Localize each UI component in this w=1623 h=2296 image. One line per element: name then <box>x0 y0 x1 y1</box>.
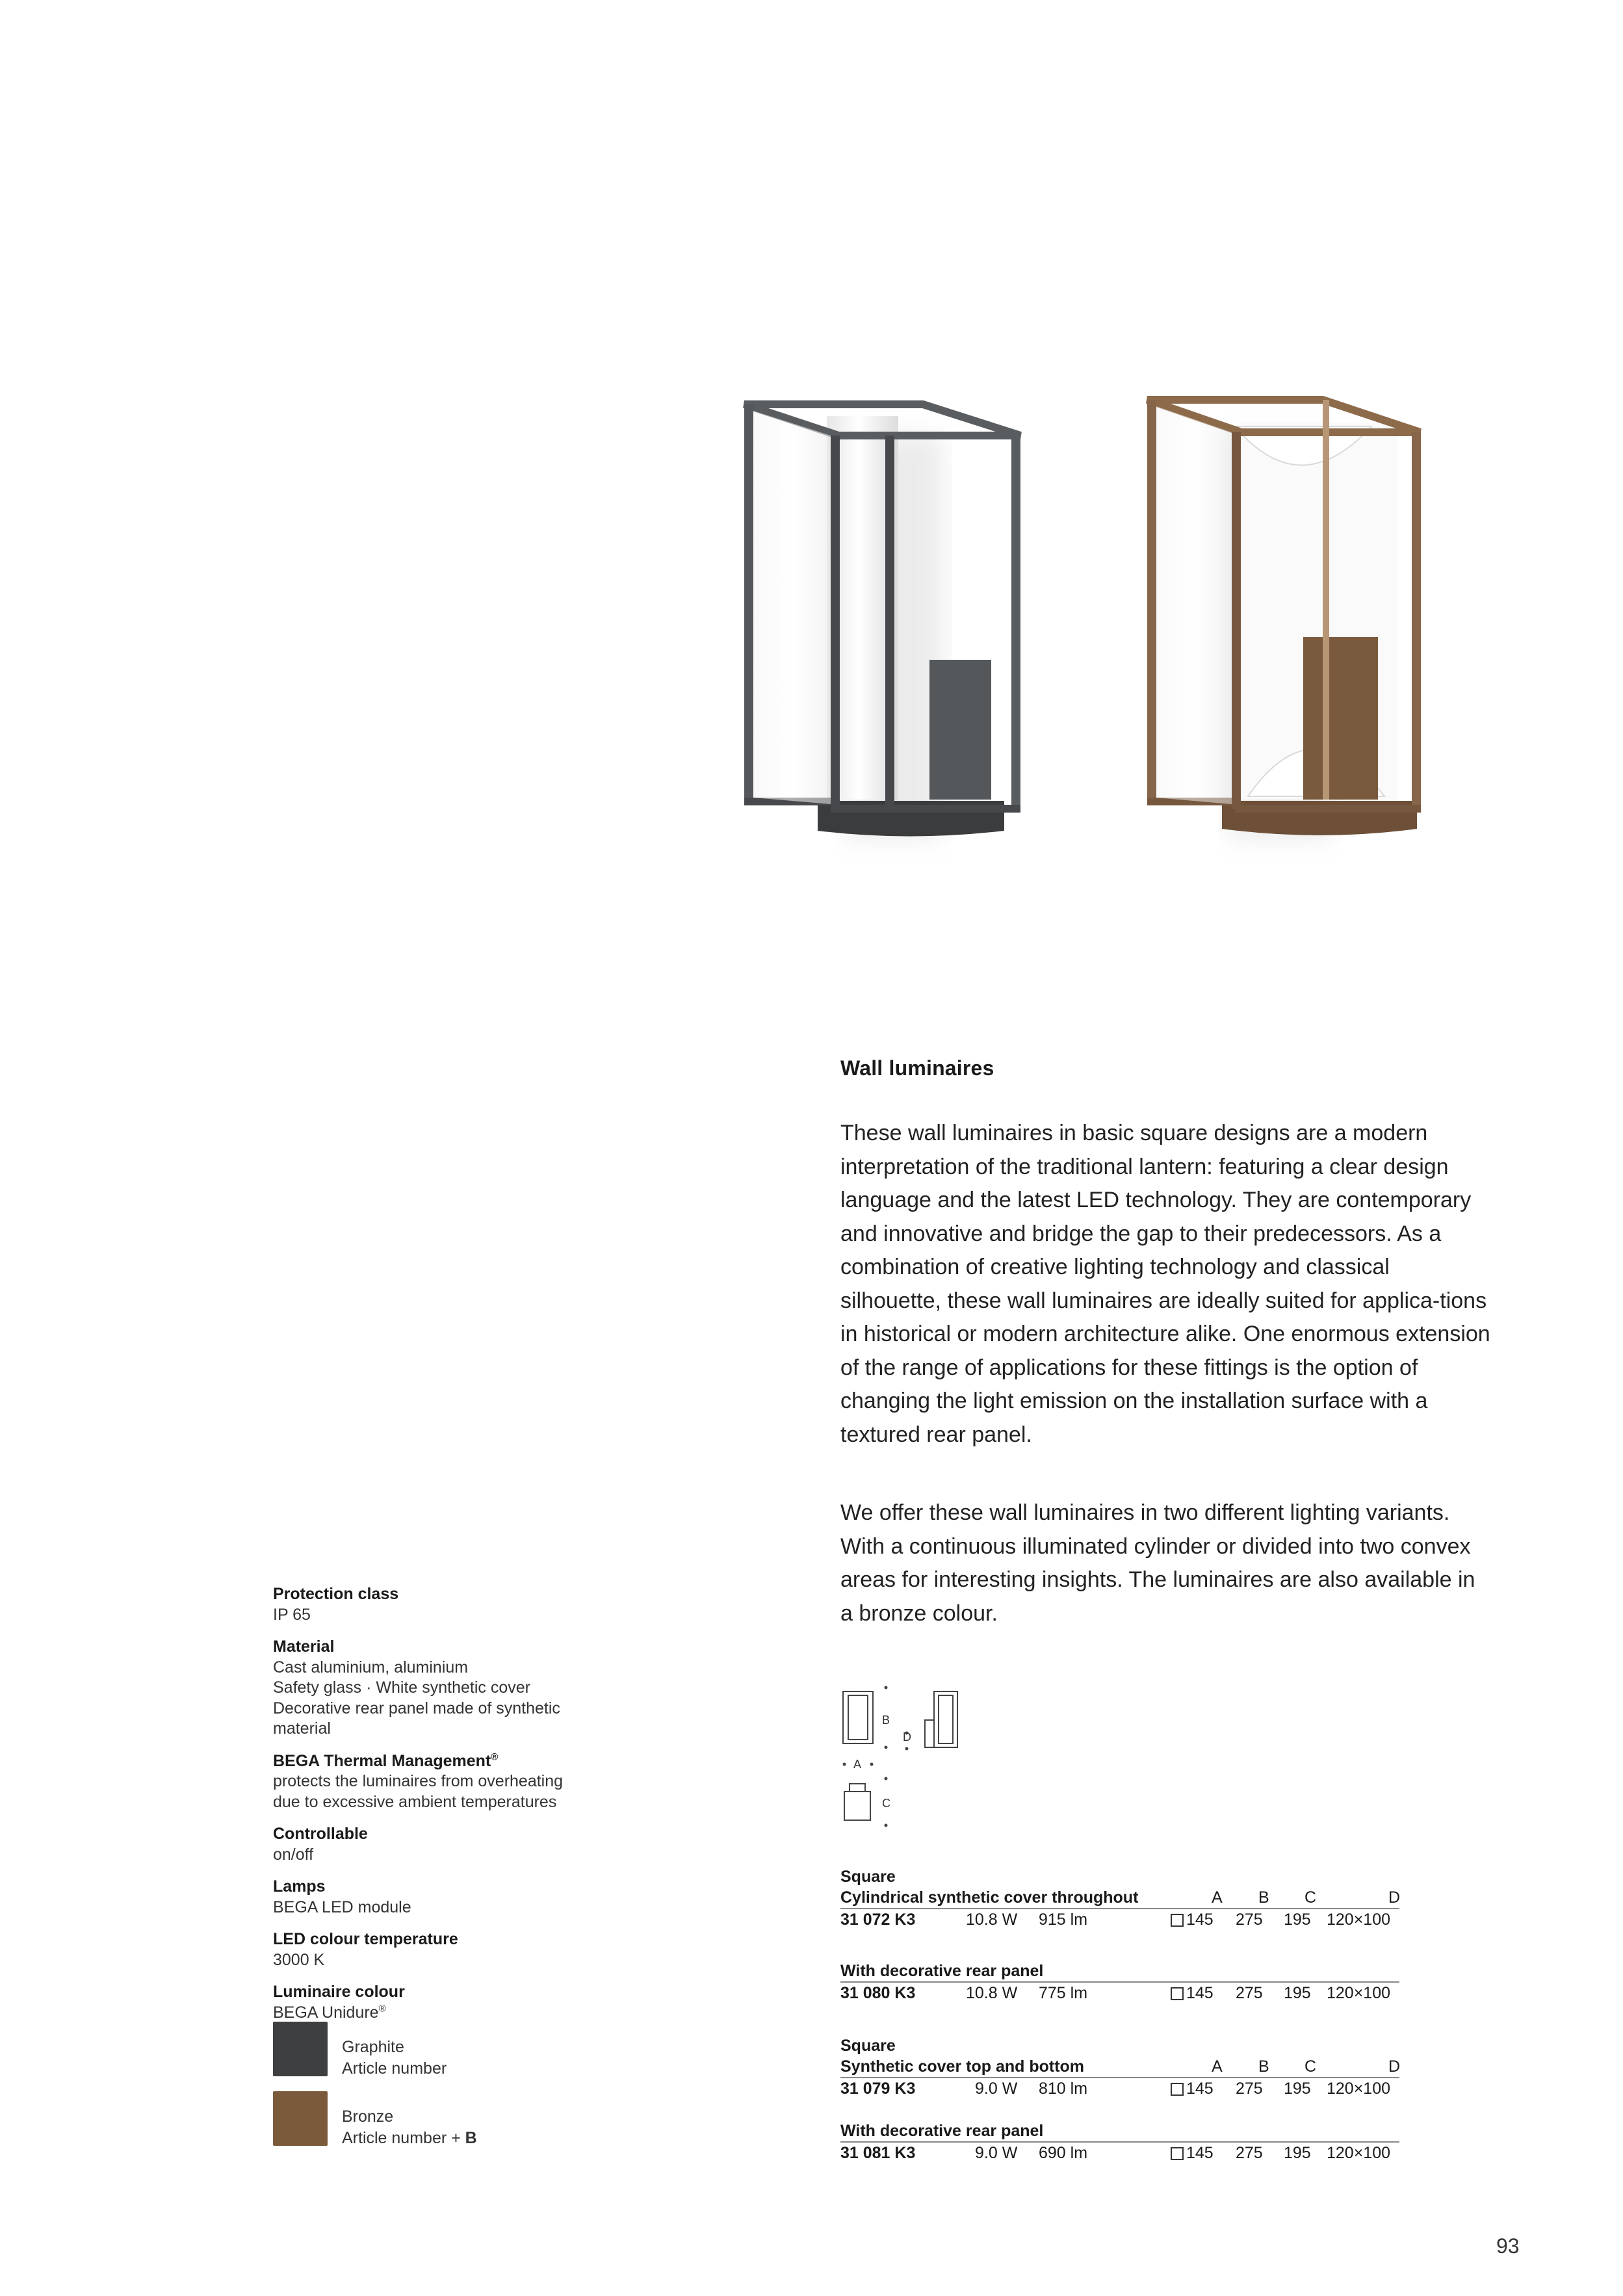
power: 9.0 W <box>975 2080 1018 2098</box>
dimension-label-d: D <box>903 1730 911 1743</box>
bronze-swatch <box>273 2091 328 2146</box>
intro-paragraph: These wall luminaires in basic square designs are a modern interpretation of the traditional lantern: featuring a clear design language and the latest LED technology. They are contemporary and innovative and bridge the gap to their predecessors. As a combination of creative lighting technology and classical silhouette, these wall luminaires are ideally suited for applica-tions in historical or modern architecture alike. One enormous extension of the range of applications for these fittings is the option of changing the light emission on the installation surface with a textured rear panel. <box>840 1121 1490 1447</box>
swatch-name: Graphite <box>342 2038 404 2056</box>
dim-d: 120×100 <box>1327 2144 1391 2162</box>
registered-mark: ® <box>491 1751 499 1763</box>
spec-label: LED colour temperature <box>273 1930 458 1948</box>
spec-label: Controllable <box>273 1825 368 1843</box>
spec-label: Luminaire colour <box>273 1983 405 2001</box>
col-a: A <box>1212 1888 1223 1907</box>
graphite-swatch <box>273 2022 328 2076</box>
square-icon <box>1171 2147 1184 2160</box>
dim-a <box>1171 2143 1214 2163</box>
dim-a <box>1171 2078 1214 2099</box>
article-number: 31 081 K3 <box>840 2144 916 2162</box>
table-header <box>840 2056 1399 2078</box>
dim-b: 275 <box>1236 2080 1263 2098</box>
article-number: 31 079 K3 <box>840 2080 916 2098</box>
table-title: Square <box>840 1868 896 1886</box>
spec-thermal-management <box>273 1751 611 1813</box>
dim-d: 120×100 <box>1327 1911 1391 1929</box>
spec-value: on/off <box>273 1845 314 1864</box>
dim-b: 275 <box>1236 1984 1263 2002</box>
dim-c: 195 <box>1284 2144 1311 2162</box>
dim-a-value: 145 <box>1186 2080 1214 2098</box>
table-subtitle: Cylindrical synthetic cover throughout <box>840 1888 1139 1907</box>
col-b: B <box>1258 1888 1269 1907</box>
square-icon <box>1171 1987 1184 2000</box>
col-d: D <box>1388 1888 1401 1907</box>
table-header <box>840 1961 1399 1983</box>
table-row <box>840 1909 1399 1930</box>
spec-lamps <box>273 1877 611 1918</box>
spec-led-colour-temperature <box>273 1929 611 1970</box>
table-subtitle: With decorative rear panel <box>840 2122 1044 2140</box>
dimension-diagram <box>835 1682 985 1832</box>
swatch-name: Bronze <box>342 2107 394 2126</box>
power: 10.8 W <box>966 1911 1018 1929</box>
swatch-desc-text: Article number + <box>342 2129 465 2147</box>
spec-value <box>273 2003 611 2024</box>
colour-option-graphite <box>273 2022 447 2080</box>
variants-paragraph: We offer these wall luminaires in two different lighting variants. With a continuous illuminated cylinder or divided into two convex areas for interesting insights. The luminaires are also available in a bronze colour. <box>840 1500 1475 1626</box>
square-icon <box>1171 2083 1184 2096</box>
spec-label: Lamps <box>273 1877 326 1896</box>
page-number: 93 <box>1496 2234 1520 2258</box>
spec-label-text: BEGA Thermal Management <box>273 1751 491 1770</box>
dim-d: 120×100 <box>1327 2080 1391 2098</box>
spec-material <box>273 1637 611 1740</box>
spec-value: Cast aluminium, aluminium <box>273 1658 469 1676</box>
article-number: 31 080 K3 <box>840 1984 916 2002</box>
power: 10.8 W <box>966 1984 1018 2002</box>
spec-label <box>273 1751 611 1772</box>
variant-table-cylindrical-rear-panel <box>840 1961 1399 2003</box>
lumen: 810 lm <box>1039 2080 1088 2098</box>
table-row <box>840 1983 1399 2003</box>
col-d: D <box>1388 2057 1401 2076</box>
variant-table-top-bottom <box>840 2035 1399 2099</box>
swatch-desc <box>342 2128 477 2149</box>
lumen: 915 lm <box>1039 1911 1088 1929</box>
col-c: C <box>1305 2057 1317 2076</box>
table-header <box>840 1887 1399 1909</box>
variant-table-top-bottom-rear-panel <box>840 2120 1399 2163</box>
swatch-text <box>342 2091 477 2149</box>
colour-option-bronze <box>273 2091 477 2149</box>
article-number: 31 072 K3 <box>840 1911 916 1929</box>
dim-d: 120×100 <box>1327 1984 1391 2002</box>
table-subtitle: With decorative rear panel <box>840 1962 1044 1980</box>
spec-value: 3000 K <box>273 1950 325 1969</box>
swatch-text <box>342 2022 447 2080</box>
power: 9.0 W <box>975 2144 1018 2162</box>
spec-value: protects the luminaires from overheating <box>273 1772 564 1790</box>
col-a: A <box>1212 2057 1223 2076</box>
spec-value: BEGA LED module <box>273 1898 411 1916</box>
dim-a-value: 145 <box>1186 1984 1214 2002</box>
dim-b: 275 <box>1236 1911 1263 1929</box>
col-b: B <box>1258 2057 1269 2076</box>
square-icon <box>1171 1914 1184 1927</box>
product-photo <box>715 364 1599 884</box>
lumen: 690 lm <box>1039 2144 1088 2162</box>
graphite-lantern <box>744 404 1020 839</box>
table-row <box>840 2143 1399 2163</box>
spec-label: Protection class <box>273 1585 399 1603</box>
dim-a <box>1171 1909 1214 1930</box>
spec-value: due to excessive ambient temperatures <box>273 1792 557 1811</box>
spec-value: Safety glass · White synthetic cover <box>273 1678 530 1697</box>
dim-c: 195 <box>1284 2080 1311 2098</box>
specifications <box>273 1584 611 2035</box>
dim-b: 275 <box>1236 2144 1263 2162</box>
spec-value-text: BEGA Unidure <box>273 2003 379 2022</box>
variant-table-cylindrical <box>840 1866 1399 1930</box>
registered-mark: ® <box>378 2003 386 2015</box>
col-c: C <box>1305 1888 1317 1907</box>
table-title: Square <box>840 2037 896 2055</box>
swatch-desc: Article number <box>342 2059 447 2078</box>
dim-a <box>1171 1983 1214 2003</box>
dimension-label-c: C <box>882 1797 890 1810</box>
spec-value: material <box>273 1719 331 1738</box>
lumen: 775 lm <box>1039 1984 1088 2002</box>
dim-c: 195 <box>1284 1984 1311 2002</box>
spec-value: IP 65 <box>273 1605 311 1624</box>
swatch-suffix: B <box>465 2129 477 2147</box>
dimension-label-b: B <box>882 1714 890 1727</box>
spec-controllable <box>273 1824 611 1865</box>
dimension-label-a: A <box>853 1758 862 1771</box>
bronze-lantern <box>1147 400 1421 839</box>
table-subtitle: Synthetic cover top and bottom <box>840 2057 1085 2076</box>
dim-c: 195 <box>1284 1911 1311 1929</box>
section-heading: Wall luminaires <box>840 1056 994 1080</box>
spec-label: Material <box>273 1637 335 1656</box>
table-header <box>840 2120 1399 2143</box>
table-row <box>840 2078 1399 2099</box>
spec-protection-class <box>273 1584 611 1625</box>
dim-a-value: 145 <box>1186 1911 1214 1929</box>
dim-a-value: 145 <box>1186 2144 1214 2162</box>
spec-luminaire-colour <box>273 1982 611 2023</box>
spec-value: Decorative rear panel made of synthetic <box>273 1699 560 1717</box>
